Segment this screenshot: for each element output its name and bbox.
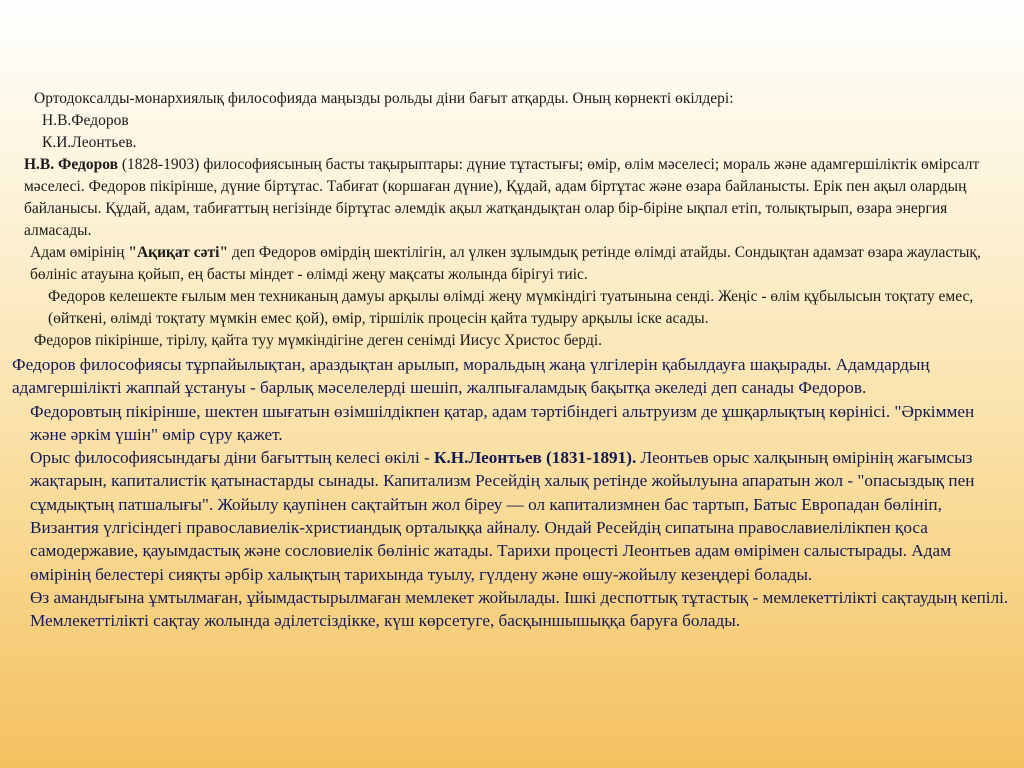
resurrection-paragraph: Федоров пікірінше, тірілу, қайта туу мүмкіндігіне деген сенімді Иисус Христос берді. — [34, 332, 603, 349]
moment-of-truth-paragraph — [12, 242, 1010, 286]
altruism-paragraph: Федоровтың пікірінше, шектен шығатын өзімшілдікпен қатар, адам тәртібіндегі альтруизм де ұшқарлықтың көрінісі. "Әркіммен және әркім үшін" өмір сүру қажет. — [30, 401, 975, 444]
representative-fedorov: Н.В.Федоров — [42, 112, 129, 129]
text-block-blue — [12, 353, 1012, 633]
leontiev-text-a: Орыс философиясындағы діни бағыттың келесі өкілі - — [30, 448, 435, 468]
morality-paragraph: Федоров философиясы тұрпайылықтан, араздықтан арылып, моральдың жаңа үлгілерін қабылдауға шақырады. Адамдардың адамгершілікті жаппай ұстануы - барлық мәселелерді шешіп, жалпығаламдық бақытқа әкеледі деп санады Федоров. — [12, 355, 930, 398]
leontiev-paragraph — [12, 446, 1012, 586]
moment-text-b: деп Федоров өмірдің шектілігін, ал үлкен зұлымдық ретінде өлімді атайды. Сондықтан адамзат өзара жауластық, бөлініс атауына қойып, ең басты міндет - өлімді жеңу мақсаты жолында бірігуі тиіс. — [30, 244, 981, 283]
fedorov-themes-paragraph — [12, 154, 1010, 242]
representative-leontiev: К.И.Леонтьев. — [42, 134, 137, 151]
intro-paragraph: Ортодоксалды-монархиялық философияда маңызды рольды діни бағыт атқарды. Оның көрнекті өкілдері: — [34, 90, 734, 107]
moment-text-a: Адам өмірінің — [30, 244, 129, 261]
leontiev-text-b: Леонтьев орыс халқының өмірінің жағымсыз жақтарын, капиталистік қатынастарды сынады. Капитализм Ресейдің халық ретінде жойылуына апаратын жол - "опасыздық пен сұмдықтың патшалығы". Жойылу қаупінен сақтайтын жол біреу — ол капитализмнен бас тартып, Батыс Европадан бөлініп, Византия үлгісіндегі православиелік-христиандық орталыққа айналу. Ондай Ресейдің сипатына православиелілікпен қоса самодержавие, қауымдастық және сословиелік бөлініс жатады. Тарихи процесті Леонтьев адам өмірімен салыстырады. Адам өмірінің белестері сияқты әрбір халықтың тарихында туылу, гүлдену және өшу-жойылу кезеңдері болады. — [30, 448, 975, 584]
leontiev-name: К.Н.Леонтьев (1831-1891). — [434, 448, 637, 468]
fedorov-name: Н.В. Федоров — [24, 156, 118, 173]
fedorov-themes-text: (1828-1903) философиясының басты тақырыптары: дүние тұтастығы; өмір, өлім мәселесі; мораль және адамгершіліктік өмірсалт мәселесі. Федоров пікірінше, дүние біртұтас. Табиғат (коршаған дүние), Құдай, адам біртұтас және өзара байланысты. Ерік пен ақыл олардың байланысы. Құдай, адам, табиғаттың негізінде біртұтас әлемдік ақыл жатқандықтан олар бір-біріне ықпал етіп, толықтырып, өзара энергия алмасады. — [24, 156, 980, 239]
moment-of-truth-term: "Ақиқат сәті" — [128, 244, 229, 261]
state-paragraph: Өз амандығына ұмтылмаған, ұйымдастырылмаған мемлекет жойылады. Ішкі деспоттық тұтастық - мемлекеттілікті сақтаудың кепілі. Мемлекеттілікті сақтау жолында әділетсіздікке, күш көрсетуге, басқыншышыққа баруға болады. — [30, 587, 1009, 631]
science-paragraph: Федоров келешекте ғылым мен техниканың дамуы арқылы өлімді жеңу мүмкіндігі туатынына сенді. Жеңіс - өлім құбылысын тоқтату емес, (өйткені, өлімді тоқтату мүмкін емес қой), өмір, тіршілік процесін қайта тудыру арқылы іске асады. — [48, 288, 974, 327]
text-block-dark — [12, 88, 1010, 352]
